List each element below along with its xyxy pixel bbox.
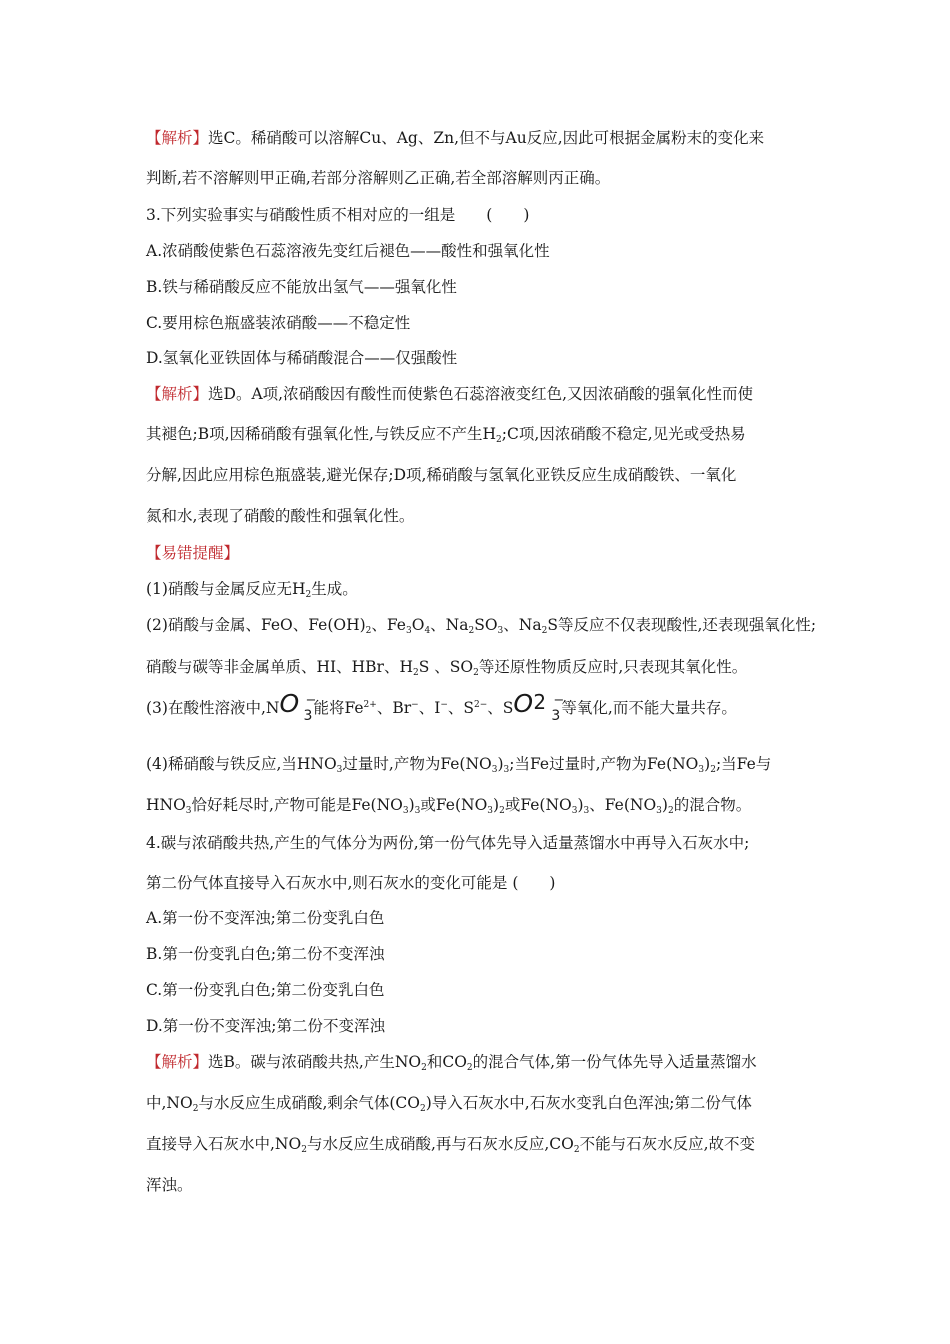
analysis-tag: 【解析】	[146, 129, 209, 147]
analysis-line: 分解,因此应用棕色瓶盛装,避光保存;D项,稀硝酸与氢氧化亚铁反应生成硝酸铁、一氧化	[146, 466, 737, 484]
tip-4-cont: $HNO_3$恰好耗尽时,产物可能是$Fe(NO_3)_3$或$Fe(NO_3)_2$或$Fe(NO_3)_3$、$Fe(NO_3)_2$的混合物。	[146, 796, 752, 816]
question-4-stem: 4.碳与浓硝酸共热,产生的气体分为两份,第一份气体先导入适量蒸馏水中再导入石灰水中;	[146, 834, 750, 852]
q4-option-d: D.第一份不变浑浊;第二份不变浑浊	[146, 1017, 386, 1035]
tips-heading: 【易错提醒】	[146, 544, 240, 562]
q3-option-d: D.氢氧化亚铁固体与稀硝酸混合——仅强酸性	[146, 349, 458, 367]
analysis-line: 【解析】选C。稀硝酸可以溶解Cu、Ag、Zn,但不与Au反应,因此可根据金属粉末的变化来	[146, 129, 765, 147]
analysis-line: 【解析】选B。碳与浓硝酸共热,产生$NO_2$和$CO_2$的混合气体,第一份气体先导入适量蒸馏水	[146, 1053, 757, 1073]
analysis-line: 直接导入石灰水中$,NO_2$与水反应生成硝酸,再与石灰水反应$,CO_2$不能与石灰水反应,故不变	[146, 1135, 756, 1155]
analysis-line: 氮和水,表现了硝酸的酸性和强氧化性。	[146, 507, 415, 525]
tip-2-cont: 硝酸与碳等非金属单质、HI、HBr、$H_2S$ 、$SO_2$等还原性物质反应时,只表现其氧化性。	[146, 658, 748, 678]
q3-option-a: A.浓硝酸使紫色石蕊溶液先变红后褪色——酸性和强氧化性	[146, 242, 550, 260]
analysis-line: 中$,NO_2$与水反应生成硝酸,剩余气体$(CO_2)$导入石灰水中,石灰水变乳白色浑浊;第二份气体	[146, 1094, 752, 1114]
tip-4: (4)稀硝酸与铁反应,当$HNO_3$过量时,产物为$Fe(NO_3)_3$;当Fe过量时,产物为$Fe(NO_3)_2$;当Fe与	[146, 755, 772, 775]
analysis-line: 【解析】选D。A项,浓硝酸因有酸性而使紫色石蕊溶液变红色,又因浓硝酸的强氧化性而使	[146, 385, 753, 403]
nitrate-ion: O − 3	[279, 689, 317, 724]
q4-option-c: C.第一份变乳白色;第二份变乳白色	[146, 981, 385, 999]
tip-3: (3)在酸性溶液中,N O − 3 能将$Fe^{2+}$、Br−、I−、$S^{2-}$、S O 2 − 3 等氧化,而不能大量共存。	[146, 689, 737, 724]
tip-1: (1)硝酸与金属反应无$H_2$生成。	[146, 580, 358, 600]
q4-option-a: A.第一份不变浑浊;第二份变乳白色	[146, 909, 385, 927]
sulfite-ion: O 2 − 3	[513, 689, 565, 724]
tip-2: (2)硝酸与金属、FeO、$Fe(OH)_2$、$Fe_3O_4$、$Na_2SO_3$、$Na_2S$等反应不仅表现酸性,还表现强氧化性;	[146, 616, 817, 636]
analysis-line: 浑浊。	[146, 1176, 193, 1194]
question-3-stem: 3.下列实验事实与硝酸性质不相对应的一组是 ( )	[146, 206, 530, 224]
question-4-stem-cont: 第二份气体直接导入石灰水中,则石灰水的变化可能是 ( )	[146, 874, 556, 892]
analysis-tag: 【解析】	[146, 1053, 209, 1071]
q3-option-c: C.要用棕色瓶盛装浓硝酸——不稳定性	[146, 314, 411, 332]
analysis-line: 其褪色;B项,因稀硝酸有强氧化性,与铁反应不产生$H_2;C$项,因浓硝酸不稳定,见光或受热易	[146, 425, 746, 445]
q3-option-b: B.铁与稀硝酸反应不能放出氢气——强氧化性	[146, 278, 457, 296]
analysis-tag: 【解析】	[146, 385, 209, 403]
analysis-line: 判断,若不溶解则甲正确,若部分溶解则乙正确,若全部溶解则丙正确。	[146, 169, 611, 187]
q4-option-b: B.第一份变乳白色;第二份不变浑浊	[146, 945, 385, 963]
